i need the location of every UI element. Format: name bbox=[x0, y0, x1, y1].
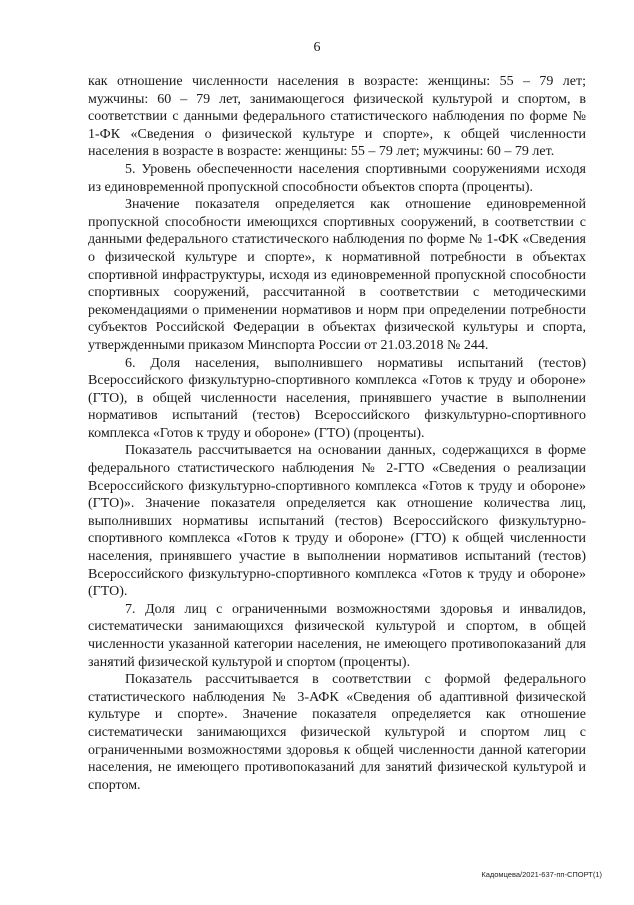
page-number: 6 bbox=[313, 40, 321, 55]
item-6-heading: 6. Доля населения, выполнившего нормативы испытаний (тестов) Всероссийского физкультурно-спортивного комплекса «Готов к труду и обороне» (ГТО), в общей численности населения, принявшего участие в выполнении нормативов испытаний (тестов) Всероссийского физкультурно-спортивного комплекса «Готов к труду и обороне» (ГТО) (проценты). bbox=[88, 355, 586, 441]
item-7-heading: 7. Доля лиц с ограниченными возможностями здоровья и инвалидов, систематически занимающихся физической культурой и спортом, в общей численности указанной категории населения, не имеющего противопоказаний для занятий физической культурой и спортом (проценты). bbox=[88, 601, 586, 670]
item-5-description: Значение показателя определяется как отношение единовременной пропускной способности имеющихся спортивных сооружений, в соответствии с данными федерального статистического наблюдения по форме № 1-ФК «Сведения о физической культуре и спорте», к нормативной потребности в объектах спортивной инфраструктуры, исходя из единовременной пропускной способности спортивных сооружений, рассчитанной в соответствии с методическими рекомендациями о применении нормативов и норм при определении потребности субъектов Российской Федерации в объектах физической культуры и спорта, утвержденными приказом Минспорта России от 21.03.2018 № 244. bbox=[88, 197, 586, 353]
document-footer-code: Кадомцева/2021-637-пп-СПОРТ(1) bbox=[481, 870, 602, 879]
item-5-heading: 5. Уровень обеспеченности населения спортивными сооружениями исходя из единовременной пропускной способности объектов спорта (проценты). bbox=[88, 161, 586, 195]
paragraph-continuation: как отношение численности населения в возрасте: женщины: 55 – 79 лет; мужчины: 60 – 79 лет, занимающегося физической культурой и спортом, в соответствии с данными федерального статистического наблюдения по форме № 1-ФК «Сведения о физической культуре и спорте», к общей численности населения в возрасте в возрасте: женщины: 55 – 79 лет; мужчины: 60 – 79 лет. bbox=[88, 74, 586, 160]
item-7-description: Показатель рассчитывается в соответствии с формой федерального статистического наблюдения № 3-АФК «Сведения об адаптивной физической культуре и спорте». Значение показателя определяется как отношение систематически занимающихся физической культурой и спортом лиц с ограниченными возможностями здоровья к общей численности данной категории населения, не имеющего противопоказаний для занятий физической культурой и спортом. bbox=[88, 672, 586, 793]
body-text bbox=[88, 73, 586, 794]
item-6-description: Показатель рассчитывается на основании данных, содержащихся в форме федерального статистического наблюдения № 2-ГТО «Сведения о реализации Всероссийского физкультурно-спортивного комплекса «Готов к труду и обороне» (ГТО)». Значение показателя определяется как отношение количества лиц, выполнивших нормативы испытаний (тестов) Всероссийского физкультурно-спортивного комплекса «Готов к труду и обороне» (ГТО) к общей численности населения, принявшего участие в выполнении нормативов испытаний (тестов) Всероссийского физкультурно-спортивного комплекса «Готов к труду и обороне» (ГТО). bbox=[88, 443, 586, 600]
